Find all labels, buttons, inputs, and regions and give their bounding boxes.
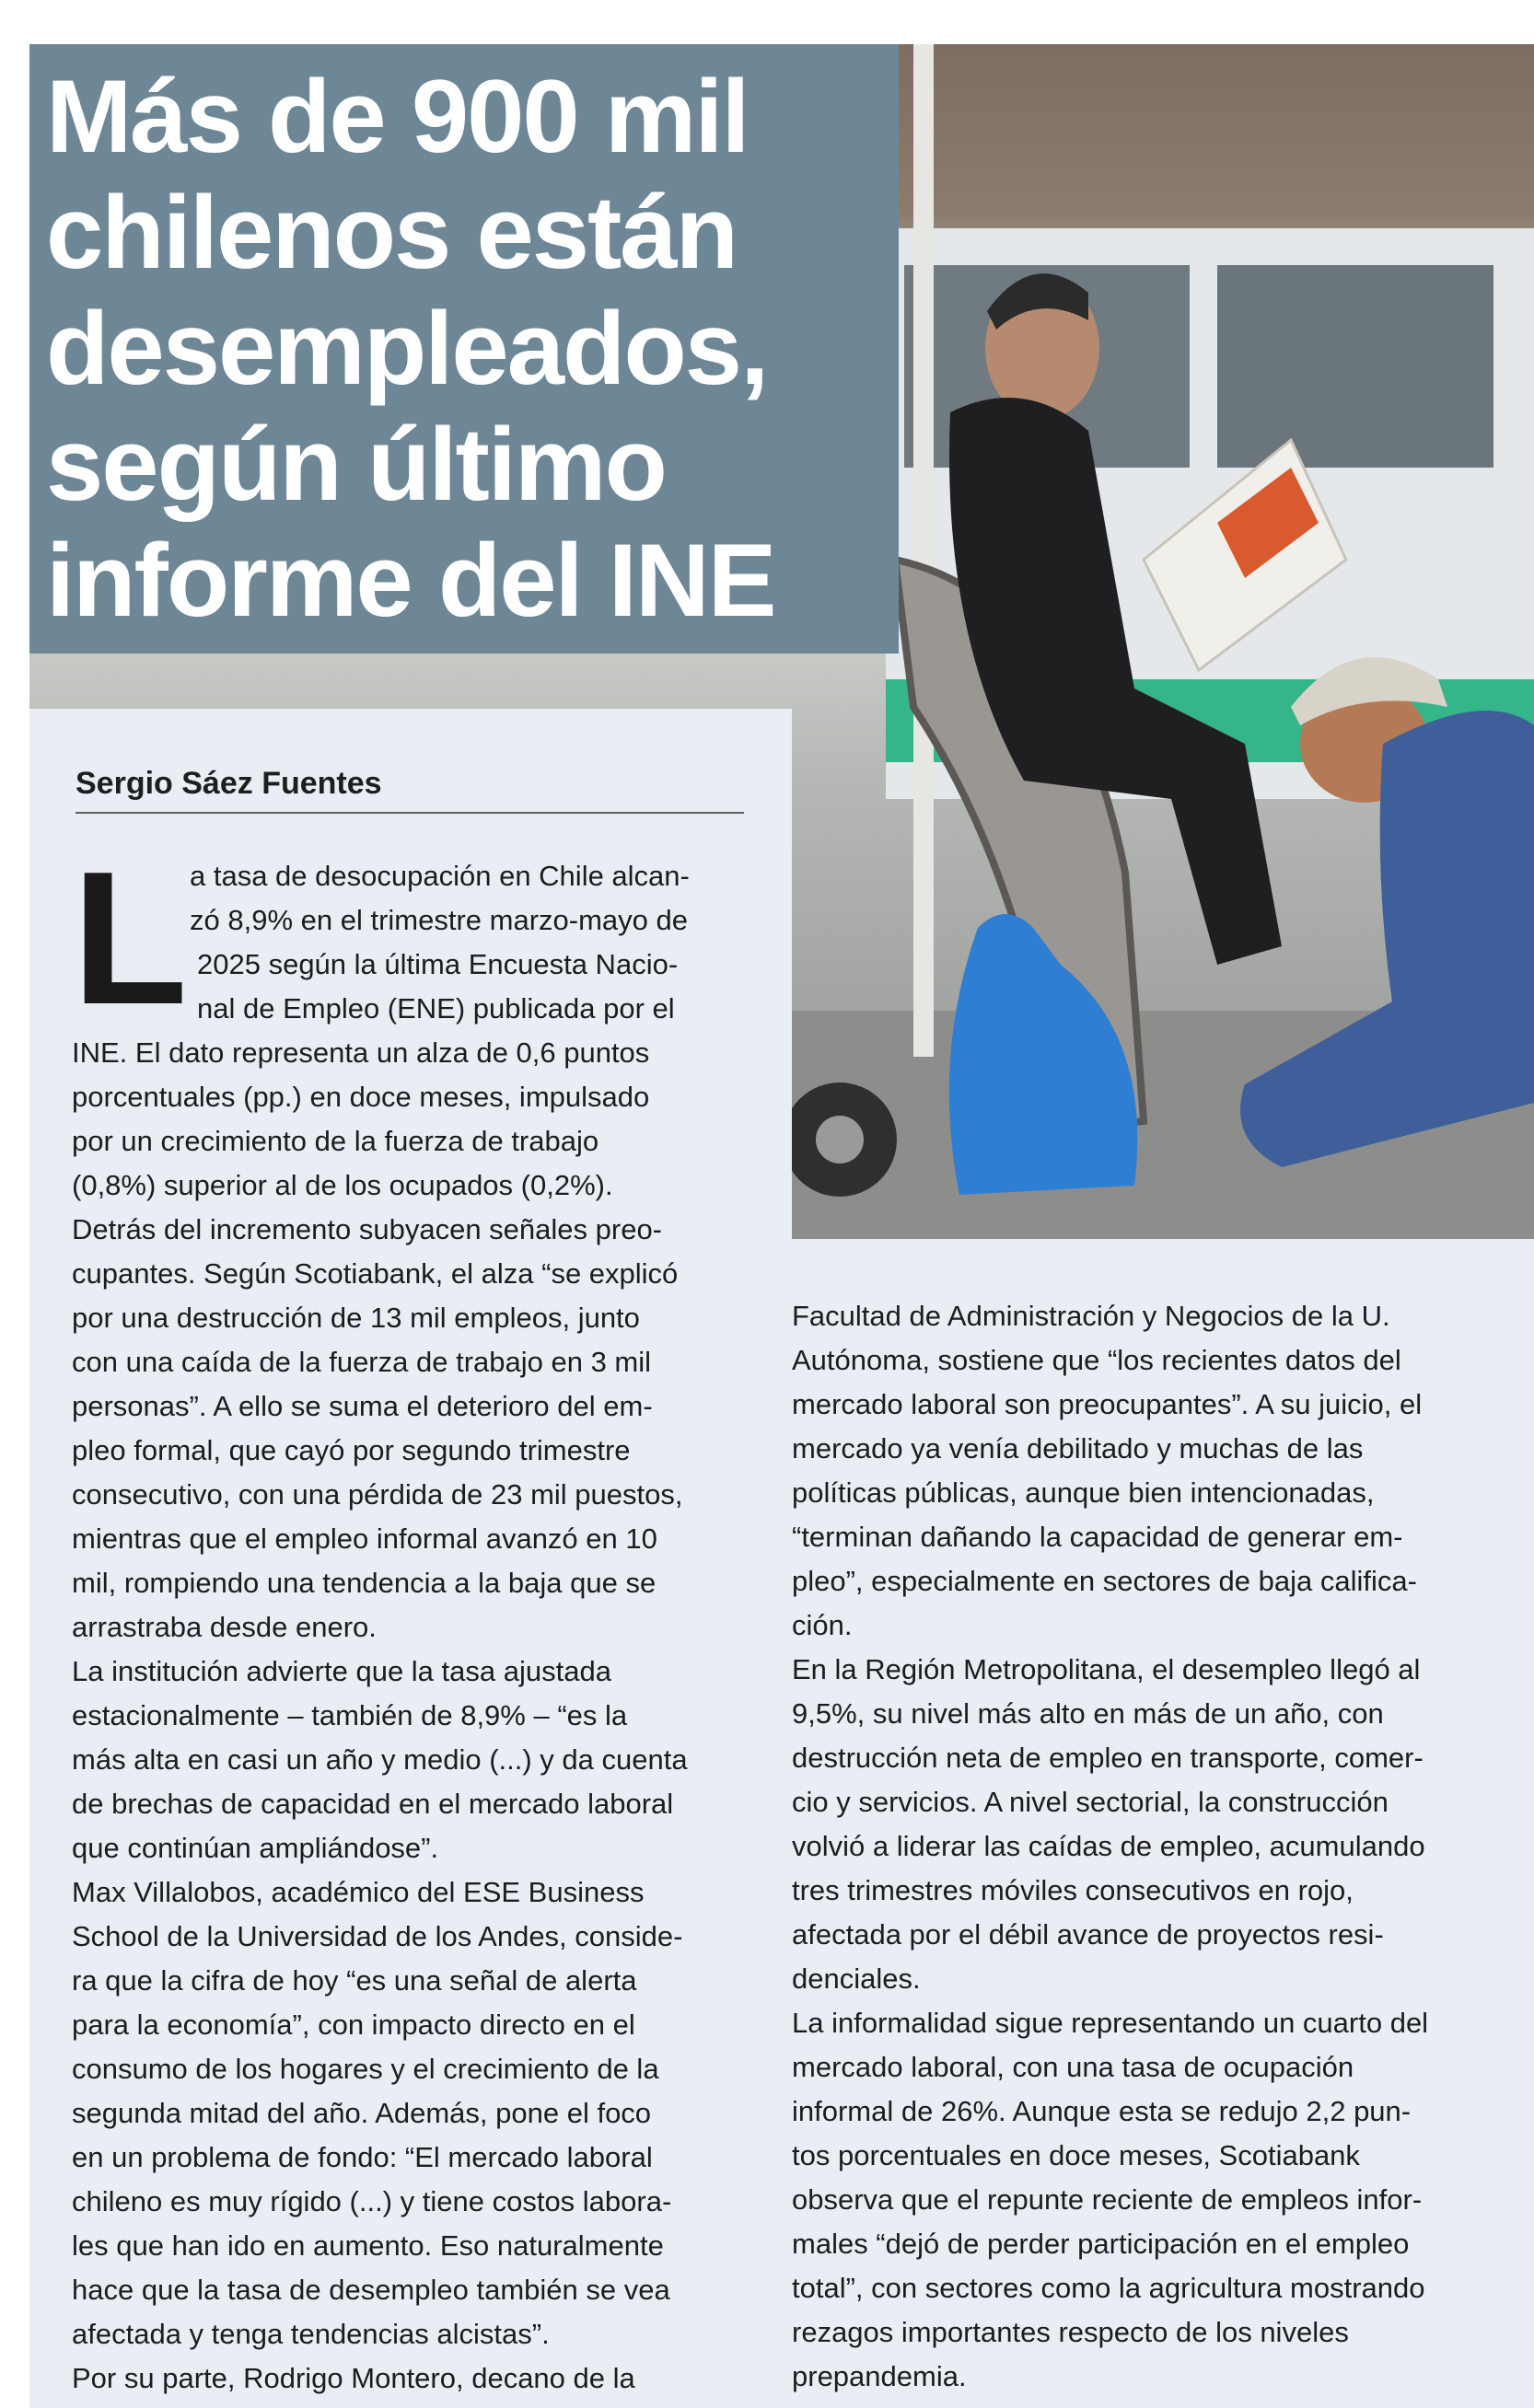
text-line: rezagos importantes respecto de los niveles	[792, 2316, 1349, 2348]
text-line: tos porcentuales en doce meses, Scotiabank	[792, 2139, 1360, 2171]
text-line: denciales.	[792, 1962, 921, 1995]
headline-box	[29, 44, 899, 654]
text-line: mercado laboral, con una tasa de ocupación	[792, 2051, 1354, 2083]
text-line: En la Región Metropolitana, el desempleo llegó al	[792, 1653, 1421, 1685]
text-line: destrucción neta de empleo en transporte, comer-	[792, 1742, 1424, 1774]
text-line: volvió a liderar las caídas de empleo, acumulando	[792, 1830, 1425, 1862]
byline: Sergio Sáez Fuentes	[76, 764, 744, 814]
text-line: para la economía”, con impacto directo en el	[72, 2009, 635, 2041]
text-line: Facultad de Administración y Negocios de la U.	[792, 1300, 1390, 1332]
text-line: más alta en casi un año y medio (...) y da cuenta	[72, 1743, 688, 1776]
text-line: Detrás del incremento subyacen señales preo-	[72, 1213, 663, 1245]
text-line: mientras que el empleo informal avanzó en 10	[72, 1522, 657, 1555]
text-line: mercado laboral son preocupantes”. A su juicio, el	[792, 1388, 1423, 1420]
text-line: les que han ido en aumento. Eso naturalmente	[72, 2229, 664, 2262]
text-line: que continúan ampliándose”.	[72, 1832, 439, 1864]
text-line: mercado ya venía debilitado y muchas de las	[792, 1432, 1364, 1464]
text-line: Max Villalobos, académico del ESE Business	[72, 1876, 645, 1908]
text-line: por una destrucción de 13 mil empleos, junto	[72, 1302, 640, 1334]
text-line: afectada por el débil avance de proyectos resi-	[792, 1918, 1384, 1951]
text-line: observa que el repunte reciente de empleos infor-	[792, 2183, 1423, 2216]
headline-line: chilenos están	[46, 175, 738, 290]
text-line: hace que la tasa de desempleo también se vea	[72, 2274, 670, 2306]
text-line: porcentuales (pp.) en doce meses, impulsado	[72, 1081, 650, 1113]
text-line: total”, con sectores como la agricultura mostrando	[792, 2272, 1425, 2304]
text-line: a tasa de desocupación en Chile alcan-	[190, 860, 690, 892]
headline-line: según último	[46, 407, 666, 522]
cart-hub	[816, 1116, 864, 1163]
text-line: cio y servicios. A nivel sectorial, la construcción	[792, 1786, 1389, 1818]
text-line: La institución advierte que la tasa ajustada	[72, 1655, 611, 1687]
text-line: políticas públicas, aunque bien intencionadas,	[792, 1476, 1375, 1509]
text-line: personas”. A ello se suma el deterioro del em-	[72, 1390, 653, 1422]
text-line: Por su parte, Rodrigo Montero, decano de la	[72, 2362, 635, 2394]
text-line: mil, rompiendo una tendencia a la baja que se	[72, 1567, 657, 1599]
text-line: School de la Universidad de los Andes, conside-	[72, 1920, 683, 1952]
text-line: con una caída de la fuerza de trabajo en 3 mil	[72, 1346, 652, 1378]
text-line: de brechas de capacidad en el mercado laboral	[72, 1788, 674, 1820]
text-line: por un crecimiento de la fuerza de trabajo	[72, 1125, 599, 1157]
headline-line: Más de 900 mil	[46, 59, 749, 174]
text-line: informal de 26%. Aunque esta se redujo 2,2 pun-	[792, 2095, 1412, 2127]
text-line: males “dejó de perder participación en el empleo	[792, 2228, 1410, 2260]
text-line: en un problema de fondo: “El mercado laboral	[72, 2141, 653, 2173]
umbrella-pole	[913, 44, 934, 1057]
text-line: nal de Empleo (ENE) publicada por el	[197, 992, 675, 1025]
headline-line: informe del INE	[46, 523, 775, 638]
drop-cap: L	[72, 832, 188, 1044]
text-line: INE. El dato representa un alza de 0,6 puntos	[72, 1036, 650, 1069]
text-line: “terminan dañando la capacidad de generar em-	[792, 1521, 1403, 1553]
text-line: estacionalmente – también de 8,9% – “es la	[72, 1699, 628, 1731]
text-line: La informalidad sigue representando un cuarto del	[792, 2007, 1429, 2039]
text-line: chileno es muy rígido (...) y tiene costos labora-	[72, 2185, 672, 2217]
text-line: tres trimestres móviles consecutivos en rojo,	[792, 1874, 1354, 1906]
text-line: Autónoma, sostiene que “los recientes datos del	[792, 1344, 1401, 1376]
bus-window	[1217, 265, 1493, 468]
text-line: zó 8,9% en el trimestre marzo-mayo de	[190, 904, 688, 936]
headline-line: desempleados,	[46, 291, 768, 406]
text-line: 9,5%, su nivel más alto en más de un año, con	[792, 1697, 1384, 1730]
text-line: arrastraba desde enero.	[72, 1611, 377, 1643]
text-line: consumo de los hogares y el crecimiento de la	[72, 2053, 659, 2085]
text-line: cupantes. Según Scotiabank, el alza “se explicó	[72, 1257, 679, 1290]
text-line: ción.	[792, 1609, 853, 1641]
text-line: segunda mitad del año. Además, pone el foco	[72, 2097, 652, 2129]
text-line: (0,8%) superior al de los ocupados (0,2%).	[72, 1169, 613, 1201]
text-line: afectada y tenga tendencias alcistas”.	[72, 2318, 550, 2350]
headline	[46, 59, 886, 639]
text-line: prepandemia.	[792, 2360, 967, 2392]
article-column-left	[72, 832, 753, 2401]
text-line: ra que la cifra de hoy “es una señal de alerta	[72, 1964, 637, 1997]
article-column-right	[792, 1294, 1519, 2399]
text-line: 2025 según la última Encuesta Nacio-	[197, 948, 679, 980]
text-line: pleo”, especialmente en sectores de baja califica-	[792, 1565, 1417, 1597]
text-line: pleo formal, que cayó por segundo trimestre	[72, 1434, 631, 1466]
text-line: consecutivo, con una pérdida de 23 mil puestos,	[72, 1478, 683, 1511]
